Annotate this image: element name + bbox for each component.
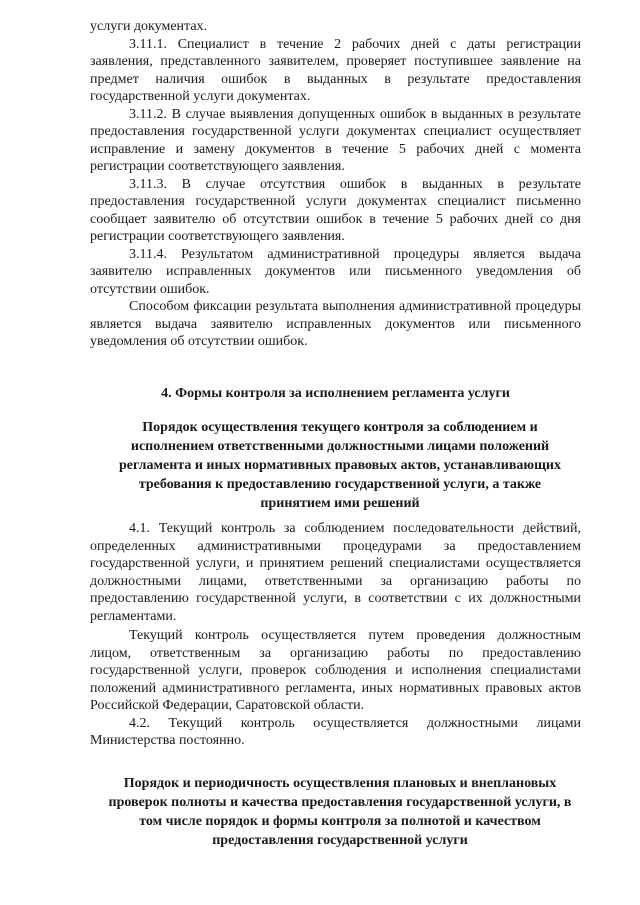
section-4-title: 4. Формы контроля за исполнением регламента услуги	[161, 386, 510, 401]
subsection-current-control-title: Порядок осуществления текущего контроля за соблюдением и исполнением ответственными должностными лицами положений регламента и иных нормативных правовых актов, устанавливающих требования к предоставлению государственной услуги, а также принятием ими решений	[119, 420, 561, 511]
paragraph-3-11-4: 3.11.4. Результатом административной процедуры является выдача заявителю исправленных документов или письменного уведомления об отсутствии ошибок.	[90, 246, 581, 297]
body-text-top	[90, 18, 581, 351]
paragraph-current-control: Текущий контроль осуществляется путем проведения должностным лицом, ответственным за организацию работы по предоставлению государственной услуги, проверок соблюдения и исполнения специалистами положений административного регламента, иных нормативных правовых актов Российской Федерации, Саратовской области.	[90, 628, 581, 713]
paragraph-4-2: 4.2. Текущий контроль осуществляется должностными лицами Министерства постоянно.	[90, 715, 581, 748]
paragraph-fixation: Способом фиксации результата выполнения административной процедуры является выдача заявителю исправленных документов или письменного уведомления об отсутствии ошибок.	[90, 299, 581, 349]
paragraph-3-11-2: 3.11.2. В случае выявления допущенных ошибок в выданных в результате предоставления государственной услуги документах специалист осуществляет исправление и замену документов в течение 5 рабочих дней с момента регистрации соответствующего заявления.	[90, 106, 581, 174]
body-text-section-4-current	[90, 627, 581, 750]
paragraph-3-11-3: 3.11.3. В случае отсутствия ошибок в выданных в результате предоставления государственной услуги документах специалист письменно сообщает заявителю об отсутствии ошибок в течение 5 рабочих дней со дня регистрации соответствующего заявления.	[90, 176, 581, 244]
body-text-section-4-1	[90, 520, 581, 625]
continuation-line: услуги документах.	[90, 19, 208, 34]
subsection-inspections-title: Порядок и периодичность осуществления плановых и внеплановых проверок полноты и качества предоставления государственной услуги, в том числе порядок и формы контроля за полнотой и качеством предоставления государственной услуги	[108, 776, 572, 848]
paragraph-4-1: 4.1. Текущий контроль за соблюдением последовательности действий, определенных административными процедурами за предоставлением государственной услуги, и принятием решений специалистами осуществляется должностными лицами, ответственными за организацию работы по предоставлению государственной услуги, в соответствии с их должностными регламентами.	[90, 521, 581, 624]
paragraph-3-11-1: 3.11.1. Специалист в течение 2 рабочих дней с даты регистрации заявления, представленного заявителем, проверяет поступившее заявление на предмет наличия ошибок в выданных в результате предоставления государственной услуги документах.	[90, 36, 581, 104]
